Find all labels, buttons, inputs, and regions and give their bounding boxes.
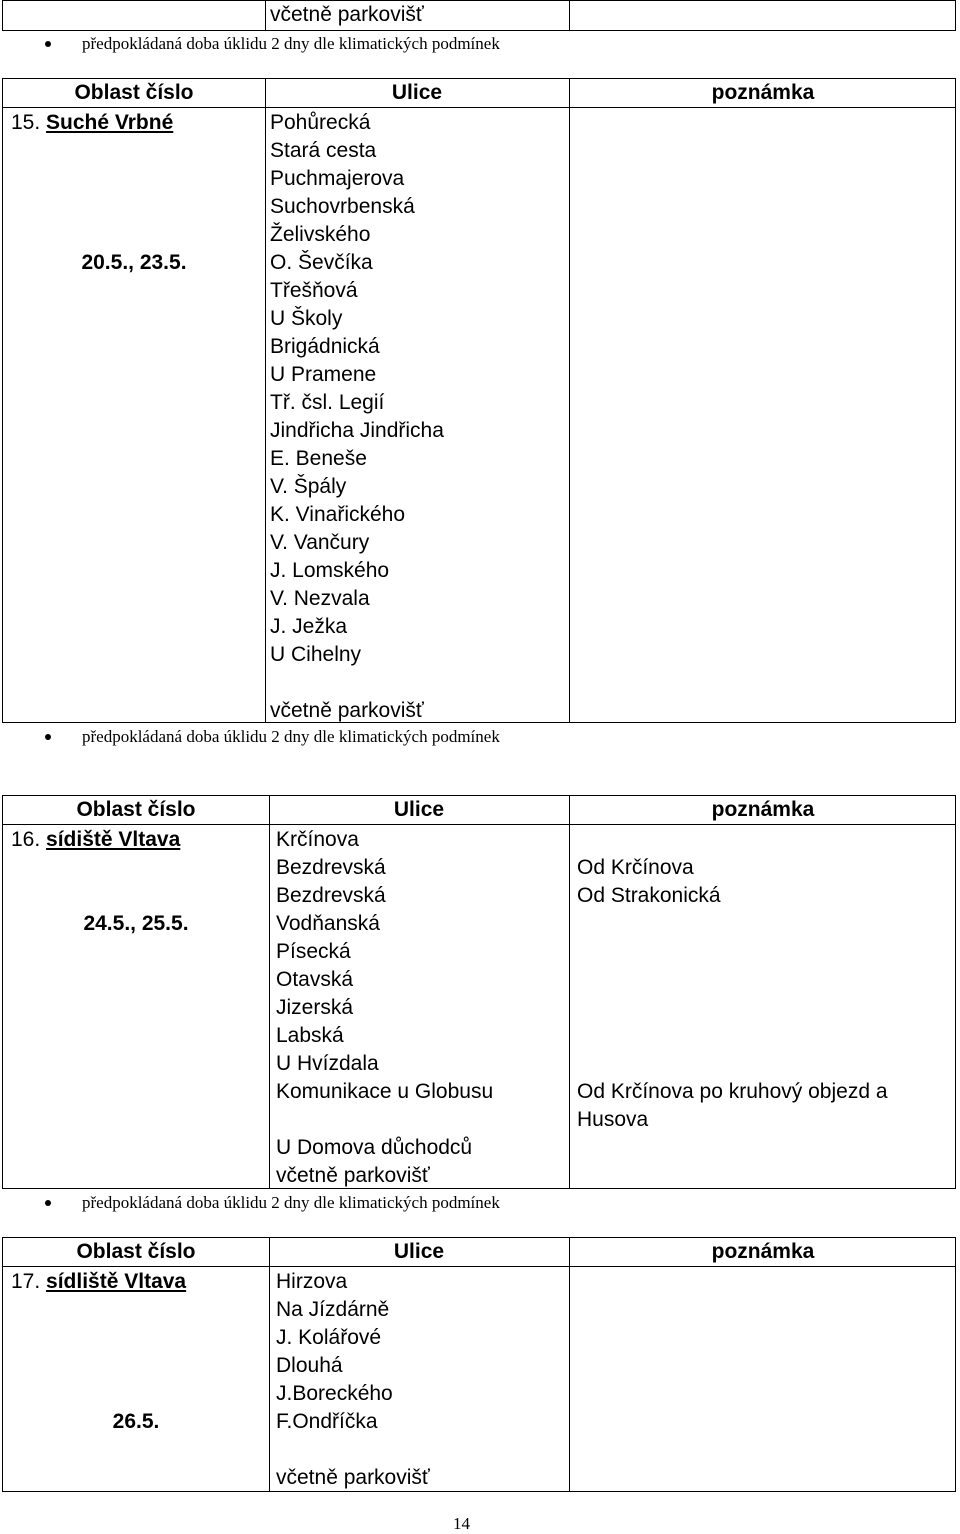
note-item: Od Krčínova — [577, 856, 694, 879]
street-item: U Pramene — [270, 363, 377, 386]
street-item: Bezdrevská — [276, 856, 386, 879]
street-item: Vodňanská — [276, 912, 380, 935]
bullet-icon — [45, 734, 51, 740]
street-item: Hirzova — [276, 1270, 348, 1293]
street-item: J. Lomského — [270, 559, 390, 582]
street-item: Písecká — [276, 940, 351, 963]
street-item: Stará cesta — [270, 139, 377, 162]
street-item: V. Nezvala — [270, 587, 370, 610]
note-list — [577, 1078, 888, 1134]
street-item: V. Špály — [270, 475, 347, 498]
area-title: 15. Suché Vrbné — [11, 111, 174, 134]
table-area-17 — [2, 1237, 956, 1492]
street-item: O. Ševčíka — [270, 251, 373, 274]
street-item: Tř. čsl. Legií — [270, 391, 385, 414]
header-area: Oblast číslo — [74, 81, 194, 104]
street-item: K. Vinařického — [270, 503, 406, 526]
page-number: 14 — [453, 1514, 470, 1533]
note-list — [577, 854, 721, 910]
street-item: Labská — [276, 1024, 344, 1047]
street-item: Dlouhá — [276, 1354, 343, 1377]
bullet-note: předpokládaná doba úklidu 2 dny dle klimatických podmínek — [50, 726, 500, 748]
street-item: J.Boreckého — [276, 1382, 393, 1405]
table-area-15 — [2, 78, 956, 723]
street-item: U Cihelny — [270, 643, 362, 666]
street-item: Na Jízdárně — [276, 1298, 390, 1321]
area-title: 17. sídliště Vltava — [11, 1270, 187, 1293]
bullet-icon — [45, 1200, 51, 1206]
header-area: Oblast číslo — [76, 1240, 196, 1263]
street-item: Bezdrevská — [276, 884, 386, 907]
street-item: Brigádnická — [270, 335, 380, 358]
parking-note: včetně parkovišť — [270, 699, 424, 722]
area-dates: 26.5. — [112, 1410, 160, 1433]
header-area: Oblast číslo — [76, 798, 196, 821]
street-item: Pohůrecká — [270, 111, 371, 134]
street-item: J. Ježka — [270, 615, 348, 638]
street-item: U Školy — [270, 307, 343, 330]
area-dates: 24.5., 25.5. — [83, 912, 189, 935]
street-item: Puchmajerova — [270, 167, 405, 190]
header-streets: Ulice — [393, 798, 445, 821]
street-item: Krčínova — [276, 828, 359, 851]
street-item: U Hvízdala — [276, 1052, 379, 1075]
parking-note: včetně parkovišť — [276, 1466, 430, 1489]
street-item: E. Beneše — [270, 447, 367, 470]
street-item: Suchovrbenská — [270, 195, 415, 218]
street-item: Třešňová — [270, 279, 358, 302]
street-list — [270, 109, 444, 725]
bullet-note: předpokládaná doba úklidu 2 dny dle klimatických podmínek — [50, 33, 500, 55]
street-list — [276, 1268, 430, 1492]
street-list — [276, 826, 493, 1190]
header-streets: Ulice — [391, 81, 443, 104]
area-dates: 20.5., 23.5. — [81, 251, 187, 274]
bullet-icon — [45, 41, 51, 47]
note-item: Husova — [577, 1108, 649, 1131]
street-item: Želivského — [270, 223, 371, 246]
street-item: J. Kolářové — [276, 1326, 382, 1349]
street-item: Komunikace u Globusu — [276, 1080, 494, 1103]
note-item: Od Strakonická — [577, 884, 721, 907]
street-item: F.Ondříčka — [276, 1410, 378, 1433]
area-title: 16. sídiště Vltava — [11, 828, 181, 851]
street-item: V. Vančury — [270, 531, 370, 554]
bullet-note: předpokládaná doba úklidu 2 dny dle klimatických podmínek — [50, 1192, 500, 1214]
street-item: U Domova důchodců — [276, 1136, 473, 1159]
street-item: Otavská — [276, 968, 354, 991]
header-note: poznámka — [711, 798, 815, 821]
parking-note: včetně parkovišť — [270, 3, 424, 26]
table-area-16 — [2, 795, 956, 1189]
header-streets: Ulice — [393, 1240, 445, 1263]
parking-note: včetně parkovišť — [276, 1164, 430, 1187]
note-item: Od Krčínova po kruhový objezd a — [577, 1080, 888, 1103]
header-note: poznámka — [711, 1240, 815, 1263]
street-item: Jindřicha Jindřicha — [270, 419, 444, 442]
street-item: Jizerská — [276, 996, 354, 1019]
table-fragment-top — [2, 0, 956, 31]
header-note: poznámka — [711, 81, 815, 104]
